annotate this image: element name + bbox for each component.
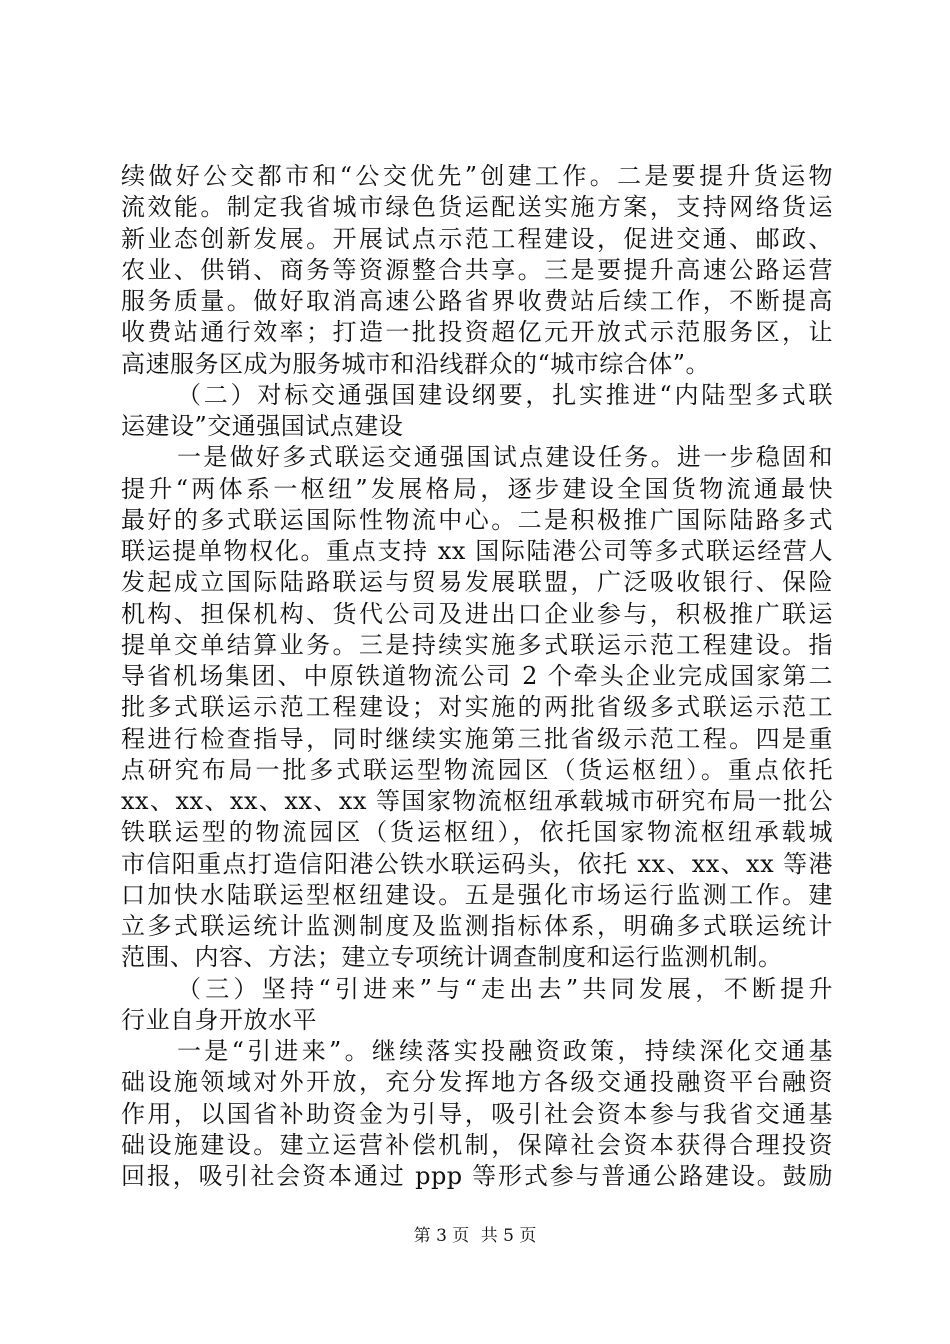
text-line: 新业态创新发展。开展试点示范工程建设，促进交通、邮政、 (121, 224, 833, 253)
text-line: 点研究布局一批多式联运型物流园区（货运枢纽）。重点依托 (121, 755, 833, 784)
text-line: 提单交单结算业务。三是持续实施多式联运示范工程建设。指 (121, 630, 833, 659)
text-line: 续做好公交都市和“公交优先”创建工作。二是要提升货运物 (121, 162, 833, 190)
text-line: 运建设”交通强国试点建设 (121, 412, 404, 440)
text-line: 市信阳重点打造信阳港公铁水联运码头，依托 xx、xx、xx 等港 (121, 849, 833, 878)
text-line: 发起成立国际陆路联运与贸易发展联盟，广泛吸收银行、保险 (121, 568, 833, 597)
document-body (121, 161, 833, 1192)
page-number: 第 3 页 (413, 1226, 470, 1246)
text-line: xx、xx、xx、xx、xx 等国家物流枢纽承载城市研究布局一批公 (121, 787, 833, 815)
text-line: 回报，吸引社会资本通过 ppp 等形式参与普通公路建设。鼓励 (121, 1162, 833, 1190)
text-line: 程进行检查指导，同时继续实施第三批省级示范工程。四是重 (121, 724, 833, 753)
text-line: 作用，以国省补助资金为引导，吸引社会资本参与我省交通基 (121, 1099, 833, 1128)
text-line: 铁联运型的物流园区（货运枢纽），依托国家物流枢纽承载城 (121, 818, 833, 847)
text-line: 提升“两体系一枢纽”发展格局，逐步建设全国货物流通最快 (121, 474, 833, 503)
text-line: 服务质量。做好取消高速公路省界收费站后续工作，不断提高 (121, 287, 833, 315)
text-line: 最好的多式联运国际性物流中心。二是积极推广国际陆路多式 (121, 505, 833, 534)
text-line: 立多式联运统计监测制度及监测指标体系，明确多式联运统计 (121, 912, 833, 940)
text-line: 一是做好多式联运交通强国试点建设任务。进一步稳固和 (177, 443, 833, 472)
text-line: 机构、担保机构、货代公司及进出口企业参与，积极推广联运 (121, 599, 833, 628)
text-line: 础设施建设。建立运营补偿机制，保障社会资本获得合理投资 (121, 1130, 833, 1159)
text-line: 联运提单物权化。重点支持 xx 国际陆港公司等多式联运经营人 (121, 537, 833, 565)
text-line: 口加快水陆联运型枢纽建设。五是强化市场运行监测工作。建 (121, 880, 833, 909)
text-line: 高速服务区成为服务城市和沿线群众的“城市综合体”。 (121, 349, 711, 378)
text-line: 导省机场集团、中原铁道物流公司 2 个牵头企业完成国家第二 (121, 662, 833, 690)
text-line: （二）对标交通强国建设纲要，扎实推进“内陆型多式联 (177, 380, 833, 409)
text-line: 范围、内容、方法；建立专项统计调查制度和运行监测机制。 (121, 943, 783, 972)
text-line: 农业、供销、商务等资源整合共享。三是要提升高速公路运营 (121, 255, 833, 284)
text-line: 行业自身开放水平 (121, 1005, 317, 1034)
text-line: 收费站通行效率；打造一批投资超亿元开放式示范服务区，让 (121, 318, 833, 347)
text-line: （三）坚持“引进来”与“走出去”共同发展，不断提升 (177, 974, 833, 1003)
text-line: 一是“引进来”。继续落实投融资政策，持续深化交通基 (177, 1037, 833, 1065)
text-line: 础设施领域对外开放，充分发挥地方各级交通投融资平台融资 (121, 1068, 833, 1097)
page-footer (0, 1225, 950, 1247)
page-total: 共 5 页 (480, 1226, 537, 1246)
text-line: 流效能。制定我省城市绿色货运配送实施方案，支持网络货运 (121, 193, 833, 222)
text-line: 批多式联运示范工程建设；对实施的两批省级多式联运示范工 (121, 693, 833, 722)
